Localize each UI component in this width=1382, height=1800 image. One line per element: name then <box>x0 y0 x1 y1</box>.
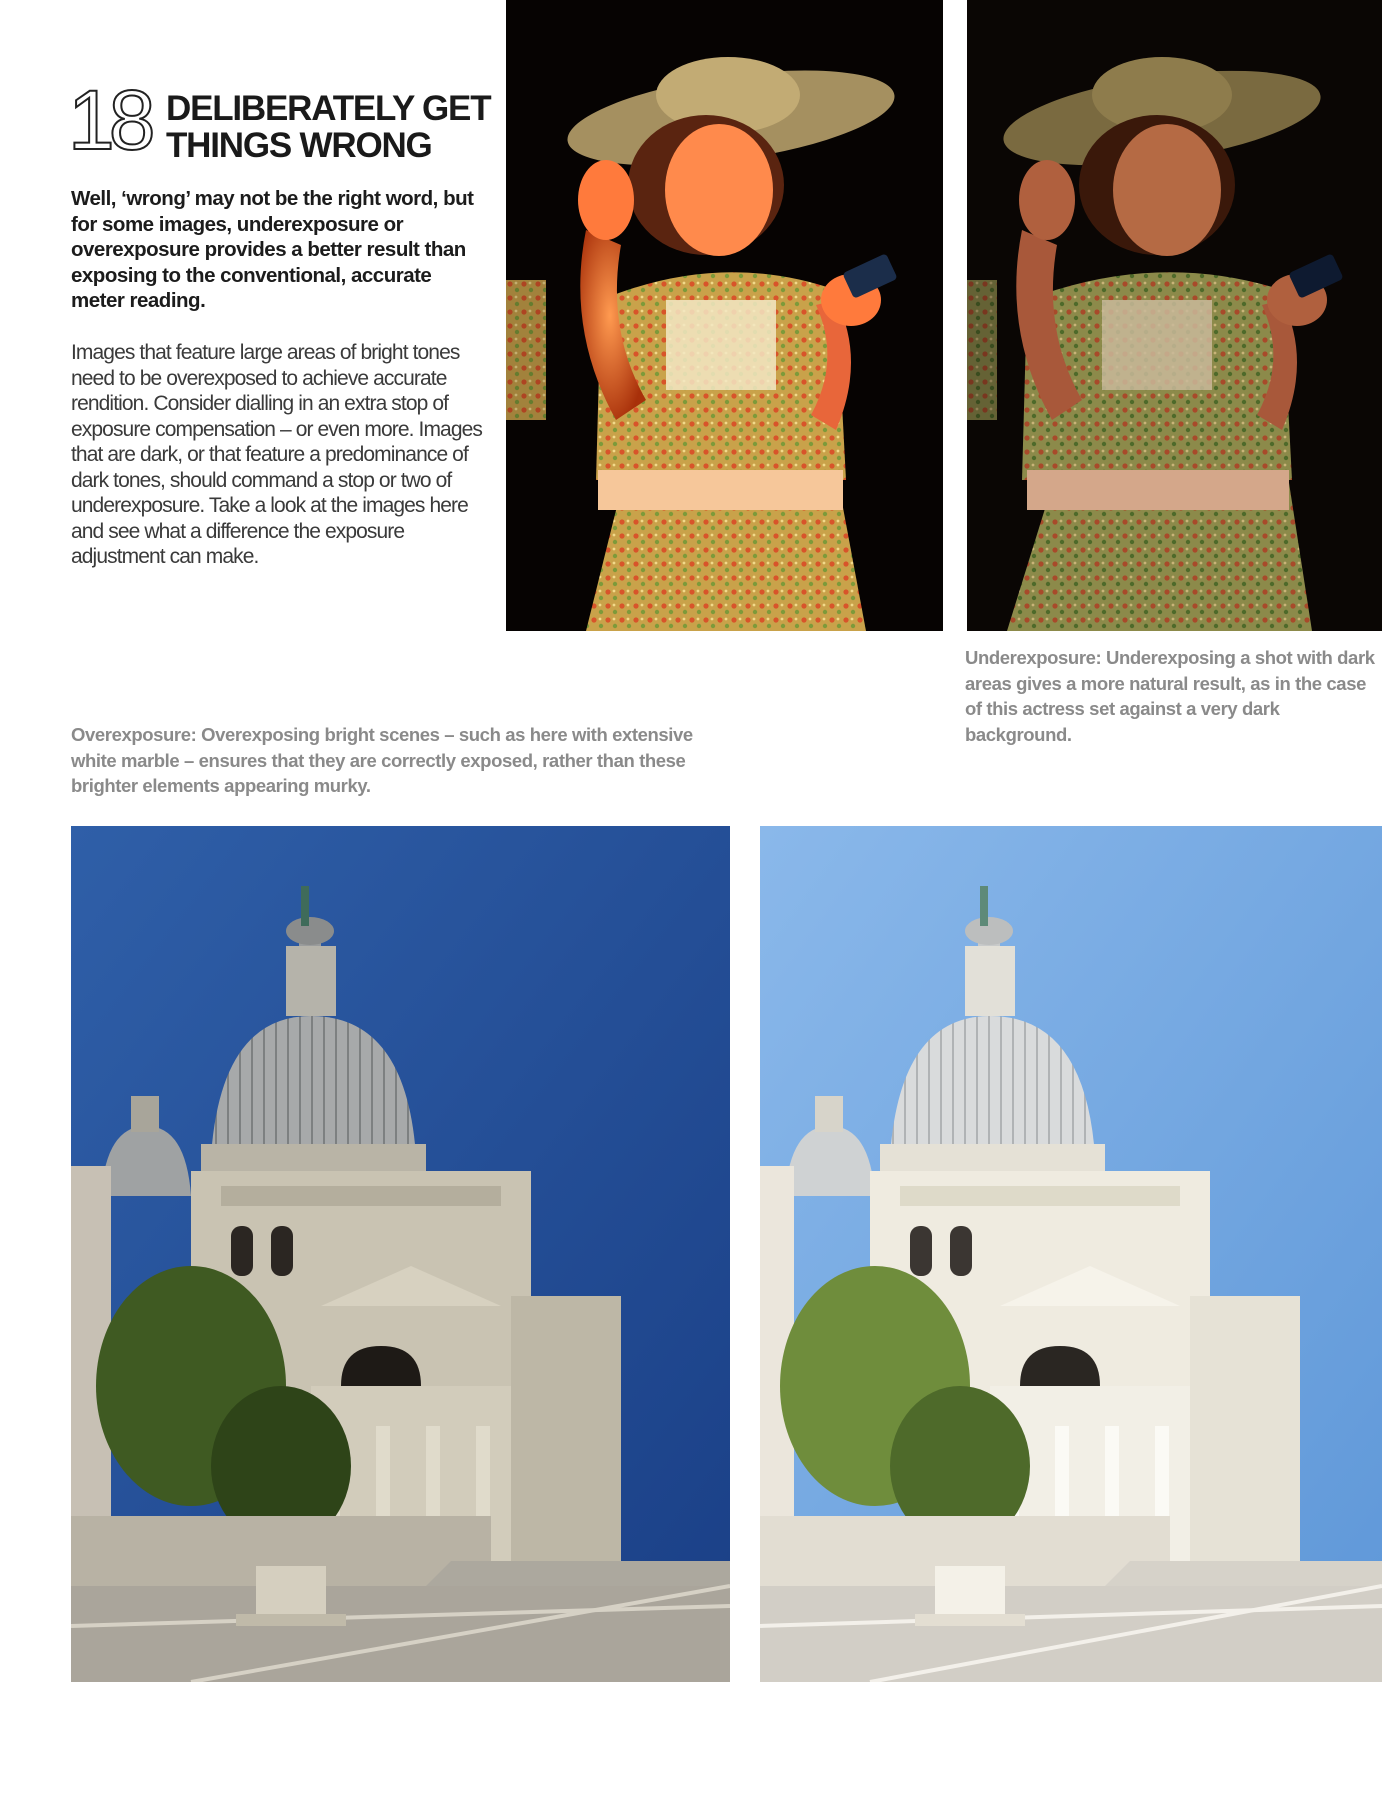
church-conventional-exposure-photo <box>71 826 730 1682</box>
page-title-line-2: THINGS WRONG <box>166 126 432 165</box>
page-title-line-1: DELIBERATELY GET <box>166 89 491 128</box>
actress-underexposed-photo <box>967 0 1382 631</box>
intro-paragraph: Well, ‘wrong’ may not be the right word, but for some images, underexposure or overexposure provides a better result than exposing to the conventional, accurate meter reading. <box>71 187 474 312</box>
tip-number: 18 <box>68 73 150 167</box>
actress-overexposed-photo <box>506 0 943 631</box>
body-paragraph: Images that feature large areas of bright tones need to be overexposed to achieve accurate rendition. Consider dialling in an extra stop of exposure compensation – or even more. Images that are dark, or that feature a predominance of dark tones, should command a stop or two of underexposure. Take a look at the images here and see what a difference the exposure adjustment can make. <box>71 341 482 568</box>
church-overexposed-photo <box>760 826 1382 1682</box>
caption-overexposure: Overexposure: Overexposing bright scenes – such as here with extensive white marble – ensures that they are correctly exposed, rather than these brighter elements appearing murky. <box>71 724 693 796</box>
page-title <box>166 90 490 164</box>
caption-underexposure: Underexposure: Underexposing a shot with dark areas gives a more natural result, as in the case of this actress set against a very dark background. <box>965 647 1375 745</box>
